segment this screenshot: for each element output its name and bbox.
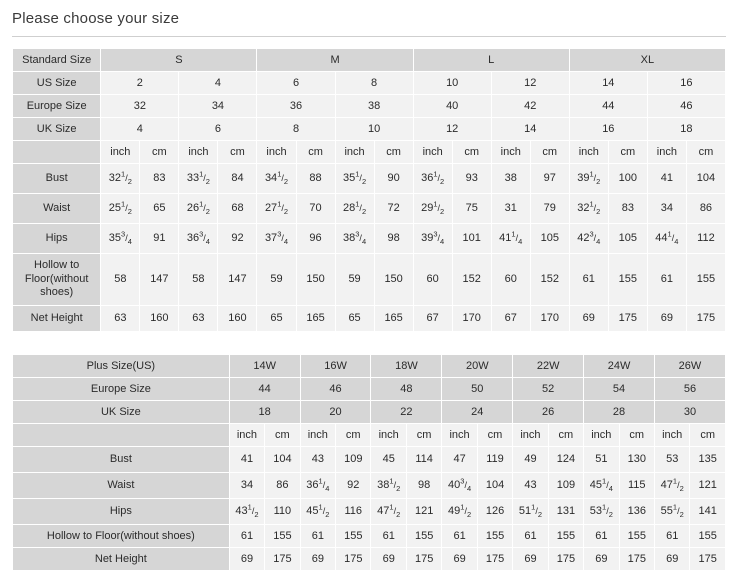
hollow-label-line1: Hollow to (34, 258, 80, 271)
cell-uk-size: 4 (101, 118, 179, 141)
cell-europe-size: 40 (413, 95, 491, 118)
unit-cell: cm (336, 424, 371, 447)
cell-bust: $32^1/_2$ (101, 164, 140, 194)
unit-cell: inch (569, 141, 608, 164)
cell-net-height: 175 (548, 548, 583, 571)
cell-uk-size: 8 (257, 118, 335, 141)
cell-waist: $26^1/_2$ (179, 194, 218, 224)
cell-hips: 121 (406, 499, 441, 525)
cell-net-height: 69 (300, 548, 335, 571)
cell-uk-size: 18 (647, 118, 725, 141)
table-row (13, 95, 726, 118)
cell-hollow: 147 (218, 254, 257, 306)
cell-net-height: 175 (619, 548, 654, 571)
unit-cell: inch (647, 141, 686, 164)
cell-waist: 83 (608, 194, 647, 224)
table-row (13, 447, 726, 473)
cell-waist: $29^1/_2$ (413, 194, 452, 224)
cell-hips: 126 (477, 499, 512, 525)
cell-bust: 53 (654, 447, 689, 473)
table-row (13, 355, 726, 378)
cell-net-height: 175 (608, 306, 647, 332)
cell-net-height: 69 (647, 306, 686, 332)
row-header-hips: Hips (13, 499, 230, 525)
unit-cell: inch (413, 141, 452, 164)
cell-us-size: 8 (335, 72, 413, 95)
cell-hollow: 60 (491, 254, 530, 306)
cell-bust: 83 (140, 164, 179, 194)
table-row (13, 49, 726, 72)
cell-bust: 38 (491, 164, 530, 194)
cell-uk-size: 6 (179, 118, 257, 141)
table-row (13, 548, 726, 571)
group-header-xl: XL (569, 49, 725, 72)
cell-net-height: 69 (569, 306, 608, 332)
cell-net-height: 63 (101, 306, 140, 332)
cell-waist: 70 (296, 194, 335, 224)
cell-net-height: 65 (257, 306, 296, 332)
cell-hips: $42^3/_4$ (569, 224, 608, 254)
cell-plus-size: 20W (442, 355, 513, 378)
cell-hollow: 155 (265, 525, 300, 548)
cell-bust: 130 (619, 447, 654, 473)
unit-cell: inch (654, 424, 689, 447)
unit-cell: cm (374, 141, 413, 164)
cell-plus-size: 16W (300, 355, 371, 378)
cell-net-height: 67 (491, 306, 530, 332)
cell-europe-size: 34 (179, 95, 257, 118)
cell-hollow: 61 (654, 525, 689, 548)
table-row (13, 306, 726, 332)
row-header-waist: Waist (13, 194, 101, 224)
hollow-label-line3: shoes) (40, 286, 74, 299)
cell-hollow: 155 (619, 525, 654, 548)
title-divider (12, 36, 726, 37)
unit-cell: inch (371, 424, 406, 447)
cell-europe-size: 56 (654, 378, 725, 401)
cell-hips: 101 (452, 224, 491, 254)
page-title: Please choose your size (12, 10, 180, 27)
cell-europe-size: 54 (584, 378, 655, 401)
cell-waist: $38^1/_2$ (371, 473, 406, 499)
cell-net-height: 69 (513, 548, 548, 571)
cell-hollow: 150 (296, 254, 335, 306)
cell-hollow: 152 (452, 254, 491, 306)
unit-cell: cm (619, 424, 654, 447)
table-row (13, 72, 726, 95)
cell-net-height: 165 (296, 306, 335, 332)
cell-hips: 105 (608, 224, 647, 254)
cell-bust: 47 (442, 447, 477, 473)
cell-waist: $27^1/_2$ (257, 194, 296, 224)
row-header-uk-size: UK Size (13, 401, 230, 424)
cell-europe-size: 36 (257, 95, 335, 118)
row-header-europe-size: Europe Size (13, 378, 230, 401)
cell-hips: $37^3/_4$ (257, 224, 296, 254)
row-header-hollow-to-floor: Hollow to Floor(without shoes) (13, 525, 230, 548)
unit-cell: cm (406, 424, 441, 447)
unit-cell: inch (101, 141, 140, 164)
cell-hips: 131 (548, 499, 583, 525)
cell-hollow: 147 (140, 254, 179, 306)
cell-hollow: 150 (374, 254, 413, 306)
cell-bust: $35^1/_2$ (335, 164, 374, 194)
group-header-m: M (257, 49, 413, 72)
cell-net-height: 170 (452, 306, 491, 332)
cell-uk-size: 28 (584, 401, 655, 424)
cell-net-height: 160 (140, 306, 179, 332)
row-header-units (13, 424, 230, 447)
unit-cell: cm (686, 141, 725, 164)
unit-cell: cm (530, 141, 569, 164)
unit-cell: inch (257, 141, 296, 164)
cell-bust: 124 (548, 447, 583, 473)
cell-us-size: 6 (257, 72, 335, 95)
unit-cell: inch (229, 424, 264, 447)
cell-uk-size: 20 (300, 401, 371, 424)
cell-hollow: 61 (647, 254, 686, 306)
cell-bust: 45 (371, 447, 406, 473)
cell-bust: 90 (374, 164, 413, 194)
cell-waist: $47^1/_2$ (654, 473, 689, 499)
hollow-label-line2: Floor(without (24, 272, 89, 285)
table-row (13, 525, 726, 548)
cell-hollow: 61 (229, 525, 264, 548)
cell-bust: 100 (608, 164, 647, 194)
cell-waist: 92 (336, 473, 371, 499)
cell-hollow: 58 (179, 254, 218, 306)
cell-us-size: 12 (491, 72, 569, 95)
table-row (13, 118, 726, 141)
cell-uk-size: 14 (491, 118, 569, 141)
cell-hips: 136 (619, 499, 654, 525)
cell-waist: 98 (406, 473, 441, 499)
unit-cell: inch (335, 141, 374, 164)
table-row (13, 401, 726, 424)
cell-hollow: 155 (406, 525, 441, 548)
cell-bust: $33^1/_2$ (179, 164, 218, 194)
cell-waist: 109 (548, 473, 583, 499)
cell-europe-size: 42 (491, 95, 569, 118)
cell-waist: $40^3/_4$ (442, 473, 477, 499)
cell-hollow: 58 (101, 254, 140, 306)
cell-hips: $49^1/_2$ (442, 499, 477, 525)
table-row (13, 499, 726, 525)
cell-hollow: 152 (530, 254, 569, 306)
cell-hips: $45^1/_2$ (300, 499, 335, 525)
cell-waist: $36^1/_4$ (300, 473, 335, 499)
cell-hollow: 155 (548, 525, 583, 548)
cell-plus-size: 22W (513, 355, 584, 378)
cell-hollow: 61 (371, 525, 406, 548)
cell-bust: $39^1/_2$ (569, 164, 608, 194)
cell-hips: $44^1/_4$ (647, 224, 686, 254)
cell-bust: 49 (513, 447, 548, 473)
cell-hips: 110 (265, 499, 300, 525)
cell-bust: 43 (300, 447, 335, 473)
group-header-s: S (101, 49, 257, 72)
table-row (13, 194, 726, 224)
unit-cell: cm (140, 141, 179, 164)
group-header-l: L (413, 49, 569, 72)
unit-cell: inch (179, 141, 218, 164)
cell-hollow: 155 (686, 254, 725, 306)
cell-hips: $38^3/_4$ (335, 224, 374, 254)
cell-net-height: 69 (584, 548, 619, 571)
cell-waist: 86 (265, 473, 300, 499)
plus-size-table (12, 354, 726, 571)
cell-net-height: 160 (218, 306, 257, 332)
cell-bust: 88 (296, 164, 335, 194)
cell-waist: 31 (491, 194, 530, 224)
cell-bust: 104 (265, 447, 300, 473)
cell-bust: $36^1/_2$ (413, 164, 452, 194)
table-row (13, 164, 726, 194)
table-row (13, 378, 726, 401)
cell-waist: 43 (513, 473, 548, 499)
cell-net-height: 170 (530, 306, 569, 332)
cell-hollow: 59 (335, 254, 374, 306)
cell-waist: 115 (619, 473, 654, 499)
cell-bust: 41 (229, 447, 264, 473)
unit-cell: cm (477, 424, 512, 447)
unit-cell: cm (690, 424, 726, 447)
cell-waist: 68 (218, 194, 257, 224)
cell-us-size: 4 (179, 72, 257, 95)
cell-uk-size: 26 (513, 401, 584, 424)
cell-europe-size: 38 (335, 95, 413, 118)
cell-uk-size: 22 (371, 401, 442, 424)
cell-europe-size: 50 (442, 378, 513, 401)
cell-hips: 91 (140, 224, 179, 254)
cell-waist: 34 (229, 473, 264, 499)
cell-net-height: 67 (413, 306, 452, 332)
cell-hollow: 155 (690, 525, 726, 548)
cell-waist: 79 (530, 194, 569, 224)
cell-plus-size: 24W (584, 355, 655, 378)
row-header-units (13, 141, 101, 164)
cell-hips: $36^3/_4$ (179, 224, 218, 254)
cell-net-height: 165 (374, 306, 413, 332)
cell-waist: 121 (690, 473, 726, 499)
cell-hips: $55^1/_2$ (654, 499, 689, 525)
cell-hips: 116 (336, 499, 371, 525)
cell-europe-size: 48 (371, 378, 442, 401)
cell-uk-size: 12 (413, 118, 491, 141)
cell-hips: $51^1/_2$ (513, 499, 548, 525)
table-row (13, 473, 726, 499)
cell-hollow: 61 (513, 525, 548, 548)
row-header-hips: Hips (13, 224, 101, 254)
table-row (13, 424, 726, 447)
cell-hollow: 60 (413, 254, 452, 306)
unit-cell: inch (491, 141, 530, 164)
row-header-net-height: Net Height (13, 548, 230, 571)
cell-hollow: 61 (584, 525, 619, 548)
cell-europe-size: 44 (569, 95, 647, 118)
cell-us-size: 14 (569, 72, 647, 95)
cell-europe-size: 44 (229, 378, 300, 401)
cell-waist: $45^1/_4$ (584, 473, 619, 499)
cell-bust: $34^1/_2$ (257, 164, 296, 194)
row-header-standard-size: Standard Size (13, 49, 101, 72)
cell-hips: 105 (530, 224, 569, 254)
cell-europe-size: 46 (300, 378, 371, 401)
cell-europe-size: 52 (513, 378, 584, 401)
cell-hips: $35^3/_4$ (101, 224, 140, 254)
unit-cell: inch (300, 424, 335, 447)
row-header-europe-size: Europe Size (13, 95, 101, 118)
unit-cell: inch (513, 424, 548, 447)
standard-size-table (12, 48, 726, 332)
cell-plus-size: 14W (229, 355, 300, 378)
cell-bust: 51 (584, 447, 619, 473)
table-row (13, 141, 726, 164)
cell-net-height: 69 (229, 548, 264, 571)
cell-waist: $32^1/_2$ (569, 194, 608, 224)
cell-waist: $25^1/_2$ (101, 194, 140, 224)
cell-bust: 114 (406, 447, 441, 473)
cell-plus-size: 26W (654, 355, 725, 378)
cell-uk-size: 10 (335, 118, 413, 141)
cell-hips: $41^1/_4$ (491, 224, 530, 254)
unit-cell: cm (218, 141, 257, 164)
cell-waist: $28^1/_2$ (335, 194, 374, 224)
cell-bust: 97 (530, 164, 569, 194)
cell-hips: 141 (690, 499, 726, 525)
cell-hips: 98 (374, 224, 413, 254)
cell-bust: 84 (218, 164, 257, 194)
cell-hips: 112 (686, 224, 725, 254)
unit-cell: cm (296, 141, 335, 164)
cell-hips: $43^1/_2$ (229, 499, 264, 525)
cell-net-height: 65 (335, 306, 374, 332)
cell-uk-size: 24 (442, 401, 513, 424)
unit-cell: cm (265, 424, 300, 447)
cell-us-size: 2 (101, 72, 179, 95)
row-header-us-size: US Size (13, 72, 101, 95)
cell-net-height: 69 (654, 548, 689, 571)
cell-net-height: 175 (690, 548, 726, 571)
cell-hips: 92 (218, 224, 257, 254)
cell-hollow: 155 (608, 254, 647, 306)
cell-bust: 93 (452, 164, 491, 194)
cell-bust: 135 (690, 447, 726, 473)
cell-us-size: 10 (413, 72, 491, 95)
cell-net-height: 175 (406, 548, 441, 571)
cell-uk-size: 30 (654, 401, 725, 424)
cell-hollow: 61 (442, 525, 477, 548)
cell-hollow: 155 (336, 525, 371, 548)
cell-uk-size: 18 (229, 401, 300, 424)
cell-net-height: 63 (179, 306, 218, 332)
cell-net-height: 175 (686, 306, 725, 332)
cell-europe-size: 46 (647, 95, 725, 118)
cell-net-height: 175 (336, 548, 371, 571)
row-header-net-height: Net Height (13, 306, 101, 332)
row-header-uk-size: UK Size (13, 118, 101, 141)
cell-us-size: 16 (647, 72, 725, 95)
cell-hips: $47^1/_2$ (371, 499, 406, 525)
row-header-bust: Bust (13, 447, 230, 473)
cell-hips: $53^1/_2$ (584, 499, 619, 525)
cell-bust: 109 (336, 447, 371, 473)
table-row (13, 224, 726, 254)
cell-hollow: 61 (300, 525, 335, 548)
table-row (13, 254, 726, 306)
unit-cell: inch (584, 424, 619, 447)
cell-net-height: 175 (477, 548, 512, 571)
row-header-hollow-to-floor (13, 254, 101, 306)
cell-bust: 104 (686, 164, 725, 194)
cell-waist: 104 (477, 473, 512, 499)
cell-bust: 119 (477, 447, 512, 473)
row-header-waist: Waist (13, 473, 230, 499)
cell-waist: 34 (647, 194, 686, 224)
cell-plus-size: 18W (371, 355, 442, 378)
cell-hips: $39^3/_4$ (413, 224, 452, 254)
cell-bust: 41 (647, 164, 686, 194)
cell-europe-size: 32 (101, 95, 179, 118)
cell-hips: 96 (296, 224, 335, 254)
unit-cell: cm (452, 141, 491, 164)
cell-hollow: 59 (257, 254, 296, 306)
row-header-plus-size: Plus Size(US) (13, 355, 230, 378)
unit-cell: inch (442, 424, 477, 447)
unit-cell: cm (548, 424, 583, 447)
cell-waist: 65 (140, 194, 179, 224)
cell-net-height: 175 (265, 548, 300, 571)
cell-waist: 86 (686, 194, 725, 224)
cell-hollow: 155 (477, 525, 512, 548)
cell-hollow: 61 (569, 254, 608, 306)
cell-uk-size: 16 (569, 118, 647, 141)
unit-cell: cm (608, 141, 647, 164)
row-header-bust: Bust (13, 164, 101, 194)
cell-waist: 72 (374, 194, 413, 224)
cell-net-height: 69 (442, 548, 477, 571)
cell-waist: 75 (452, 194, 491, 224)
cell-net-height: 69 (371, 548, 406, 571)
